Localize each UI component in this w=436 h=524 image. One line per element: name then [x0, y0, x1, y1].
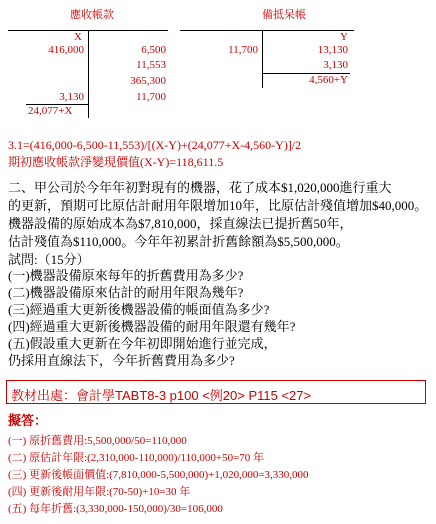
- ar-center-line: [88, 30, 89, 118]
- problem-line: (四)經過重大更新後機器設備的耐用年限還有幾年?: [8, 319, 296, 334]
- problem-line: 機器設備的原始成本為$7,810,000，採直線法已提折舊50年，: [8, 216, 353, 231]
- problem-line: (三)經過重大更新後機器設備的帳面值為多少?: [8, 302, 270, 317]
- allowance-left-value: 11,700: [228, 44, 258, 56]
- problem-line: 的更新，預期可比原估計耐用年限增加10年，比原估計殘值增加$40,000。: [8, 198, 428, 213]
- ar-left-value-2: 3,130: [59, 91, 84, 103]
- ar-right-value-3: 365,300: [130, 75, 166, 87]
- source-text: 教材出處：會計學TABT8-3 p100 <例20> P115 <27>: [11, 388, 312, 403]
- problem-line: 二、甲公司於今年年初對現有的機器，花了成本$1,020,000進行重大: [8, 180, 392, 195]
- ar-right-value-4: 11,700: [136, 91, 166, 103]
- allowance-title: 備抵呆帳: [262, 9, 306, 21]
- problem-line: (五)假設重大更新在今年初即開始進行並完成，: [8, 336, 277, 351]
- allowance-balance: 4,560+Y: [309, 74, 348, 86]
- equation-line-1: 3.1=(416,000-6,500-11,553)/[(X-Y)+(24,077+X-4,560-Y)]/2: [8, 138, 302, 152]
- answer-heading: 擬答：: [8, 413, 48, 428]
- ar-right-value-1: 6,500: [141, 44, 166, 56]
- answer-line: (三) 更新後帳面價值:(7,810,000-5,500,000)+1,020,000=3,330,000: [8, 469, 309, 481]
- answer-line: (四) 更新後耐用年限:(70-50)+10=30 年: [8, 486, 191, 498]
- problem-line: (二)機器設備原來估計的耐用年限為幾年?: [8, 285, 244, 300]
- problem-line: 估計殘值為$110,000。今年年初累計折舊餘額為$5,500,000。: [8, 234, 349, 249]
- problem-line: 試問:（15分）: [8, 252, 90, 267]
- answer-line: (一) 原折舊費用:5,500,000/50=110,000: [8, 435, 187, 447]
- ar-left-label: X: [74, 31, 82, 43]
- problem-line: (一)機器設備原來每年的折舊費用為多少?: [8, 268, 244, 283]
- ar-title: 應收帳款: [70, 9, 114, 21]
- answer-line: (五) 每年折舊:(3,330,000-150,000)/30=106,000: [8, 503, 223, 515]
- ar-right-value-2: 11,553: [136, 59, 166, 71]
- ar-balance: 24,077+X: [28, 105, 73, 117]
- equation-line-2: 期初應收帳款淨變現價值(X-Y)=118,611.5: [8, 155, 224, 169]
- allowance-right-value-1: 13,130: [317, 44, 348, 56]
- answer-line: (二) 原估計年限:(2,310,000-110,000)/110,000+50=70 年: [8, 452, 265, 464]
- source-box: [6, 380, 426, 404]
- allowance-center-line: [262, 30, 263, 88]
- allowance-right-label: Y: [340, 31, 348, 43]
- allowance-top-line: [180, 30, 354, 31]
- allowance-right-value-2: 3,130: [323, 59, 348, 71]
- ar-left-value-1: 416,000: [48, 44, 84, 56]
- problem-line: 仍採用直線法下，今年折舊費用為多少?: [8, 353, 235, 368]
